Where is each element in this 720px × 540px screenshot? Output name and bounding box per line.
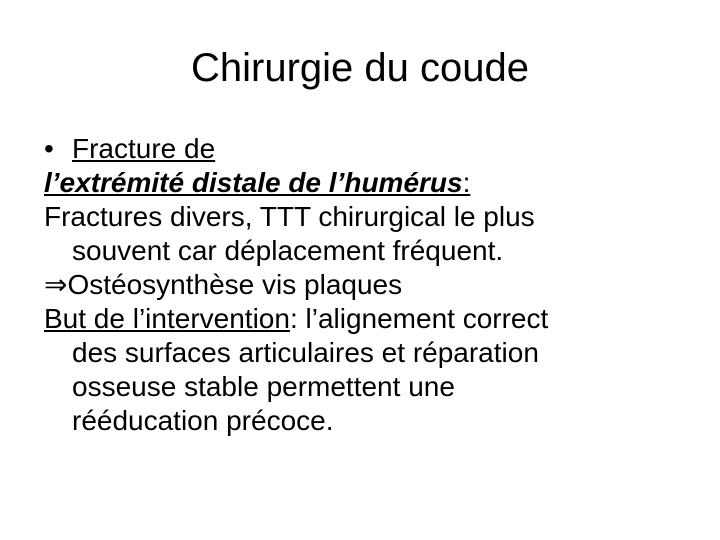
slide-title: Chirurgie du coude — [191, 46, 529, 90]
bullet-dot: • — [44, 133, 54, 164]
osteosynthesis-text: Ostéosynthèse vis plaques — [67, 269, 403, 300]
goal-colon: : — [289, 303, 298, 334]
fracture-heading-colon: : — [462, 167, 471, 198]
goal-label: But de l’intervention — [44, 303, 290, 334]
goal-line — [44, 302, 684, 336]
fracture-text-line1: Fractures divers, TTT chirurgical le plus — [44, 201, 535, 232]
goal-text-3: osseuse stable permettent une — [72, 371, 455, 402]
goal-text-2: des surfaces articulaires et réparation — [72, 337, 539, 368]
bullet-line — [44, 132, 684, 166]
slide-body — [44, 132, 684, 438]
fracture-text-line2: souvent car déplacement fréquent. — [72, 235, 504, 266]
goal-text-1: l’alignement correct — [297, 303, 549, 334]
osteosynthesis-line — [44, 268, 684, 302]
fracture-heading-line — [44, 166, 684, 200]
implies-arrow-icon: ⇒ — [44, 269, 68, 300]
goal-text-4: rééducation précoce. — [72, 405, 334, 436]
fracture-heading-part1: Fracture de — [72, 133, 216, 164]
fracture-heading-part2: l’extrémité distale de l’humérus — [44, 167, 463, 198]
